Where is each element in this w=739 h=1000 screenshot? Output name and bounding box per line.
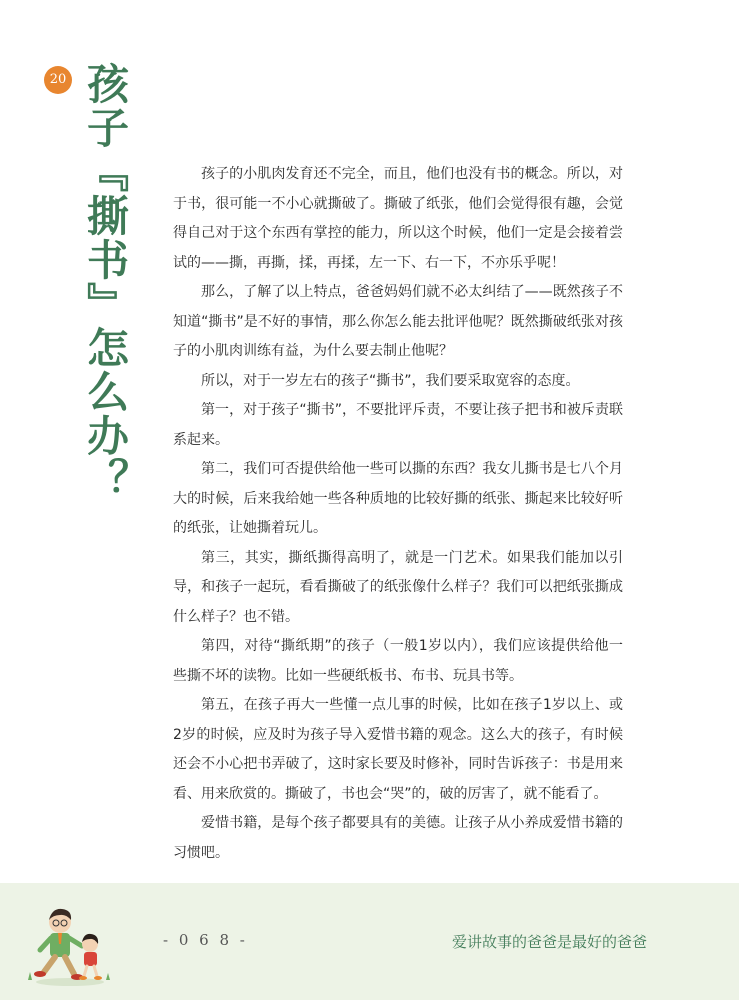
paragraph: 第一，对于孩子“撕书”，不要批评斥责，不要让孩子把书和被斥责联系起来。: [173, 402, 623, 448]
father-child-illustration: [20, 900, 120, 990]
chapter-number: 20: [49, 72, 67, 87]
chapter-title: 孩子『撕书』怎么办？: [81, 62, 130, 502]
paragraph: 第二，我们可否提供给他一些可以撕的东西？我女儿撕书是七八个月大的时候，后来我给她一些各种质地的比较好撕的纸张、撕起来比较好听的纸张，让她撕着玩儿。: [173, 461, 623, 536]
chapter-number-badge: [44, 66, 72, 94]
paragraph: 第四，对待“撕纸期”的孩子（一般1岁以内），我们应该提供给他一些撕不坏的读物。比如一些硬纸板书、布书、玩具书等。: [173, 638, 623, 684]
paragraph: 孩子的小肌肉发育还不完全，而且，他们也没有书的概念。所以，对于书，很可能一不小心就撕破了。撕破了纸张，他们会觉得很有趣，会觉得自己对于这个东西有掌控的能力，所以这个时候，他们一定是会接着尝试的——撕，再撕，揉，再揉，左一下、右一下，不亦乐乎呢！: [173, 166, 623, 271]
paragraph: 那么，了解了以上特点，爸爸妈妈们就不必太纠结了——既然孩子不知道“撕书”是不好的事情，那么你怎么能去批评他呢？既然撕破纸张对孩子的小肌肉训练有益，为什么要去制止他呢？: [173, 284, 623, 359]
paragraph: 爱惜书籍，是每个孩子都要具有的美德。让孩子从小养成爱惜书籍的习惯吧。: [173, 815, 623, 861]
page-number: - 0 6 8 -: [163, 931, 248, 949]
article-body: [173, 160, 623, 868]
paragraph: 第三，其实，撕纸撕得高明了，就是一门艺术。如果我们能加以引导，和孩子一起玩，看看撕破了的纸张像什么样子？我们可以把纸张撕成什么样子？也不错。: [173, 549, 623, 625]
paragraph: 第五，在孩子再大一些懂一点儿事的时候，比如在孩子1岁以上、或2岁的时候，应及时为孩子导入爱惜书籍的观念。这么大的孩子，有时候还会不小心把书弄破了，这时家长要及时修补，同时告诉孩子：书是用来看、用来欣赏的。撕破了，书也会“哭”的，破的厉害了，就不能看了。: [173, 697, 623, 802]
series-title: 爱讲故事的爸爸是最好的爸爸: [451, 933, 647, 951]
paragraph: 所以，对于一岁左右的孩子“撕书”，我们要采取宽容的态度。: [201, 372, 580, 389]
